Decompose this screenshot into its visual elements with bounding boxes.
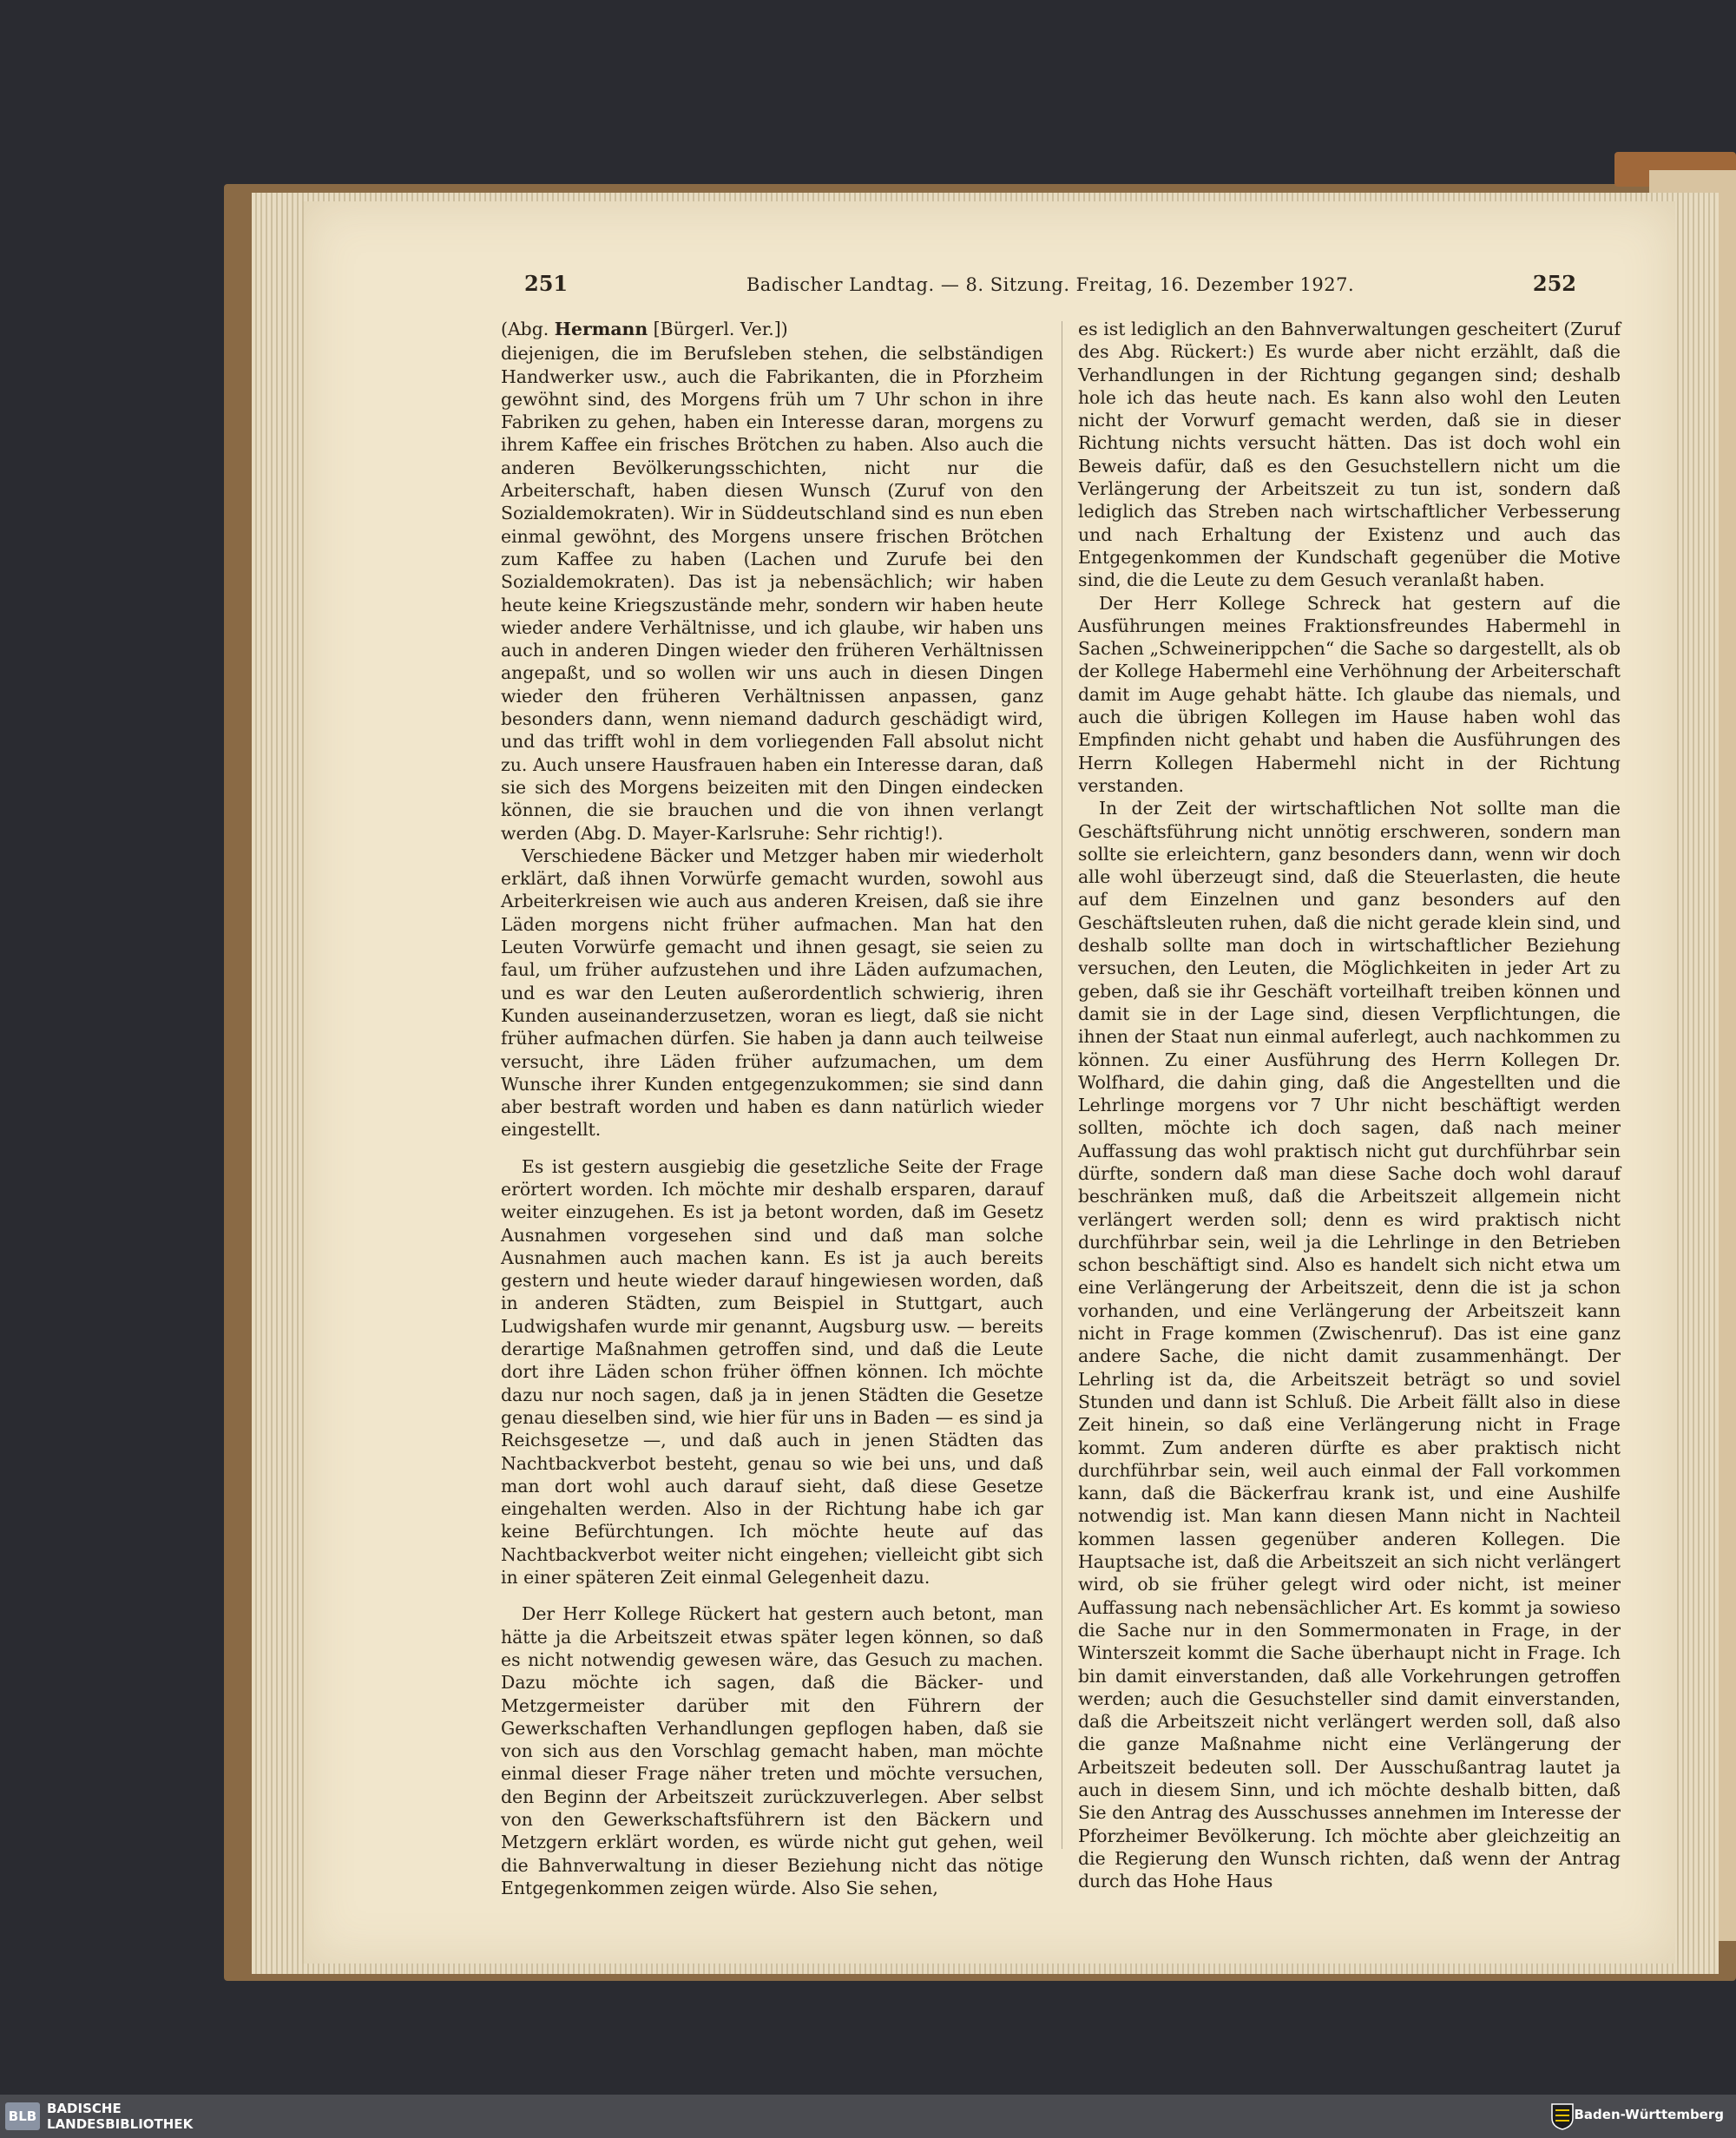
running-title: Badischer Landtag. — 8. Sitzung. Freitag, 16. Dezember 1927. xyxy=(746,274,1355,295)
speaker-name: Hermann xyxy=(554,319,648,339)
page-number-right: 252 xyxy=(1532,271,1576,296)
paragraph: Der Herr Kollege Rückert hat gestern auch betont, man hätte ja die Arbeitszeit etwas später legen können, so daß es nicht notwendig gewesen wäre, das Gesuch zu machen. Dazu möchte ich sagen, daß die Bäcker- und Metzgermeister darüber mit den Führern der Gewerkschaften Verhandlungen gepflogen haben, daß sie von sich aus den Vorschlag gemacht haben, man möchte einmal dieser Frage näher treten und möchte versuchen, den Beginn der Arbeitszeit zurückzuverlegen. Aber selbst von den Gewerkschaftsführern ist den Bäckern und Metzgern erklärt worden, es würde nicht gut gehen, weil die Bahnverwaltung in dieser Beziehung nicht das nötige Entgegenkommen zeigen würde. Also Sie sehen, xyxy=(501,1603,1043,1898)
right-column xyxy=(1078,318,1621,1892)
paragraph: diejenigen, die im Berufsleben stehen, die selbständigen Handwerker usw., auch die Fabrikanten, die in Pforzheim gewöhnt sind, des Morgens früh um 7 Uhr schon in ihre Fabriken zu gehen, haben ein Interesse daran, morgens zu ihrem Kaffee ein frisches Brötchen zu haben. Also auch die anderen Bevölkerungsschichten, nicht nur die Arbeiterschaft, haben diesen Wunsch (Zuruf von den Sozialdemokraten). Wir in Süddeutschland sind es nun eben einmal gewöhnt, des Morgens unsere frischen Brötchen zum Kaffee zu haben (Lachen und Zurufe bei den Sozialdemokraten). Das ist ja nebensächlich; wir haben heute keine Kriegszustände mehr, sondern wir haben heute wieder andere Verhältnisse, und ich glaube, wir haben uns auch in anderen Dingen wieder den früheren Verhältnissen angepaßt, und so wollen wir uns auch in diesen Dingen wieder den früheren Verhältnissen anpassen, ganz besonders dann, wenn niemand dadurch geschädigt wird, und das trifft wohl in dem vorliegenden Fall absolut nicht zu. Auch unsere Hausfrauen haben ein Interesse daran, daß sie sich des Morgens beizeiten mit den Dingen eindecken können, die sie brauchen und die von ihnen verlangt werden (Abg. D. Mayer-Karlsruhe: Sehr richtig!). xyxy=(501,343,1043,844)
paragraph: Es ist gestern ausgiebig die gesetzliche Seite der Frage erörtert worden. Ich möchte mir deshalb ersparen, darauf weiter einzugehen. Es ist ja betont worden, daß im Gesetz Ausnahmen vorgesehen sind und daß man solche Ausnahmen auch machen kann. Es ist ja auch bereits gestern und heute wieder darauf hingewiesen worden, daß in anderen Städten, zum Beispiel in Stuttgart, auch Ludwigshafen wurde mir genannt, Augsburg usw. — bereits derartige Maßnahmen getroffen sind, und daß die Leute dort ihre Läden schon früher öffnen können. Ich möchte dazu nur noch sagen, daß ja in jenen Städten die Gesetze genau dieselben sind, wie hier für uns in Baden — es sind ja Reichsgesetze —, und daß auch in jenen Städten das Nachtbackverbot besteht, genau so wie bei uns, und daß man dort wohl auch darauf sieht, daß diese Gesetze eingehalten werden. Also in der Richtung habe ich gar keine Befürchtungen. Ich möchte heute auf das Nachtbackverbot weiter nicht eingehen; vielleicht gibt sich in einer späteren Zeit einmal Gelegenheit dazu. xyxy=(501,1155,1043,1589)
page-header xyxy=(512,271,1588,306)
paragraph: Verschiedene Bäcker und Metzger haben mir wiederholt erklärt, daß ihnen Vorwürfe gemacht wurden, sowohl aus Arbeiterkreisen wie auch aus anderen Kreisen, daß sie ihre Läden morgens nicht früher aufmachen. Man hat den Leuten Vorwürfe gemacht und ihnen gesagt, sie seien zu faul, um früher aufzustehen und ihre Läden aufzumachen, und es war den Leuten außerordentlich schwierig, ihren Kunden auseinanderzusetzen, woran es liegt, daß sie nicht früher aufmachen dürfen. Sie haben ja dann auch teilweise versucht, ihre Läden früher aufzumachen, um dem Wunsche ihrer Kunden entgegenzukommen; sie sind dann aber bestraft worden und haben es dann natürlich wieder eingestellt. xyxy=(501,845,1043,1141)
paragraph: es ist lediglich an den Bahnverwaltungen gescheitert (Zuruf des Abg. Rückert:) Es wurde aber nicht erzählt, daß die Verhandlungen in der Richtung gegangen sind; deshalb hole ich das heute nach. Es kann also wohl den Leuten nicht der Vorwurf gemacht werden, daß sie in dieser Richtung nichts versucht hätten. Das ist doch wohl ein Beweis dafür, daß es den Gesuchstellern nicht um die Verlängerung der Arbeitszeit zu tun ist, sondern daß lediglich das Streben nach wirtschaftlicher Verbesserung und nach Erhaltung der Existenz und auch das Entgegenkommen der Kundschaft gegenüber die Motive sind, die die Leute zu dem Gesuch veranlaßt haben. xyxy=(1078,319,1621,591)
library-name-line1: BADISCHE xyxy=(47,2101,122,2116)
speaker-prefix: (Abg. xyxy=(501,319,549,339)
coat-of-arms-icon xyxy=(1550,2102,1575,2130)
left-column xyxy=(501,318,1043,1898)
page-number-left: 251 xyxy=(524,271,569,296)
library-name-line2: LANDESBIBLIOTHEK xyxy=(47,2116,194,2132)
speaker-party: [Bürgerl. Ver.]) xyxy=(653,319,788,339)
state-name[interactable]: Baden-Württemberg xyxy=(1574,2107,1724,2122)
paragraph: Der Herr Kollege Schreck hat gestern auf die Ausführungen meines Fraktionsfreundes Habermehl in Sachen „Schweinerippchen“ die Sache so dargestellt, als ob der Kollege Habermehl eine Verhöhnung der Arbeiterschaft damit im Auge gehabt hätte. Ich glaube das niemals, und auch die übrigen Kollegen im Hause haben wohl das Empfinden nicht gehabt und haben die Ausführungen des Herrn Kollegen Habermehl nicht in der Richtung verstanden. xyxy=(1078,592,1621,796)
viewer-footer xyxy=(0,2095,1736,2138)
library-name[interactable] xyxy=(47,2101,193,2132)
paragraph: In der Zeit der wirtschaftlichen Not sollte man die Geschäftsführung nicht unnötig erschweren, sondern man sollte sie erleichtern, ganz besonders dann, wenn wir doch alle wohl überzeugt sind, daß die Steuerlasten, die heute auf dem Einzelnen und ganz besonders auf den Geschäftsleuten ruhen, daß die nicht gerade klein sind, und deshalb sollte man doch in wirtschaftlicher Beziehung versuchen, den Leuten, die Möglichkeiten in jeder Art zu geben, daß sie ihr Geschäft vorteilhaft treiben können und damit sie in der Lage sind, diesen Verpflichtungen, die ihnen der Staat nun einmal auferlegt, auch nachkommen zu können. Zu einer Ausführung des Herrn Kollegen Dr. Wolfhard, die dahin ging, daß die Angestellten und die Lehrlinge morgens vor 7 Uhr nicht beschäftigt werden sollten, möchte ich doch sagen, daß nach meiner Auffassung das wohl praktisch nicht gut durchführbar sein dürfte, sondern daß man diese Sache doch wohl darauf beschränken muß, daß die Arbeitszeit allgemein nicht verlängert werden soll; denn es wird praktisch nicht durchführbar sein, weil ja die Lehrlinge in den Betrieben schon beschäftigt sind. Also es handelt sich nicht etwa um eine Verlängerung der Arbeitszeit, denn die ist ja schon vorhanden, und eine Verlängerung der Arbeitszeit kann nicht in Frage kommen (Zwischenruf). Das ist eine ganz andere Sache, die nicht damit zusammenhängt. Der Lehrling ist da, die Arbeitszeit beträgt so und soviel Stunden und dann ist Schluß. Die Arbeit fällt also in diese Zeit hinein, so daß eine Verlängerung nicht in Frage kommt. Zum anderen dürfte es aber praktisch nicht durchführbar sein, weil auch einmal der Fall vorkommen kann, daß die Bäckerfrau krank ist, und eine Aushilfe notwendig ist. Man kann diesen Mann nicht in Nachteil kommen lassen gegenüber anderen Kollegen. Die Hauptsache ist, daß die Arbeitszeit an sich nicht verlängert wird, ob sie früher gelegt wird oder nicht, ist meiner Auffassung nach nebensächlicher Art. Es kommt ja sowieso die Sache nur in den Sommermonaten in Frage, in der Winterszeit kommt die Sache überhaupt nicht in Frage. Ich bin damit einverstanden, daß alle Vorkehrungen getroffen werden; auch die Gesuchsteller sind damit einverstanden, daß die Arbeitszeit nicht verlängert werden soll, daß also die ganze Maßnahme nicht eine Verlängerung der Arbeitszeit bedeuten soll. Der Ausschußantrag lautet ja auch in diesem Sinn, und ich möchte deshalb bitten, daß Sie den Antrag des Ausschusses annehmen im Interesse der Pforzheimer Bevölkerung. Ich möchte aber gleichzeitig an die Regierung den Wunsch richten, daß wenn der Antrag durch das Hohe Haus xyxy=(1078,798,1621,1892)
speaker-line xyxy=(501,318,1043,340)
blb-logo[interactable]: BLB xyxy=(5,2102,40,2130)
